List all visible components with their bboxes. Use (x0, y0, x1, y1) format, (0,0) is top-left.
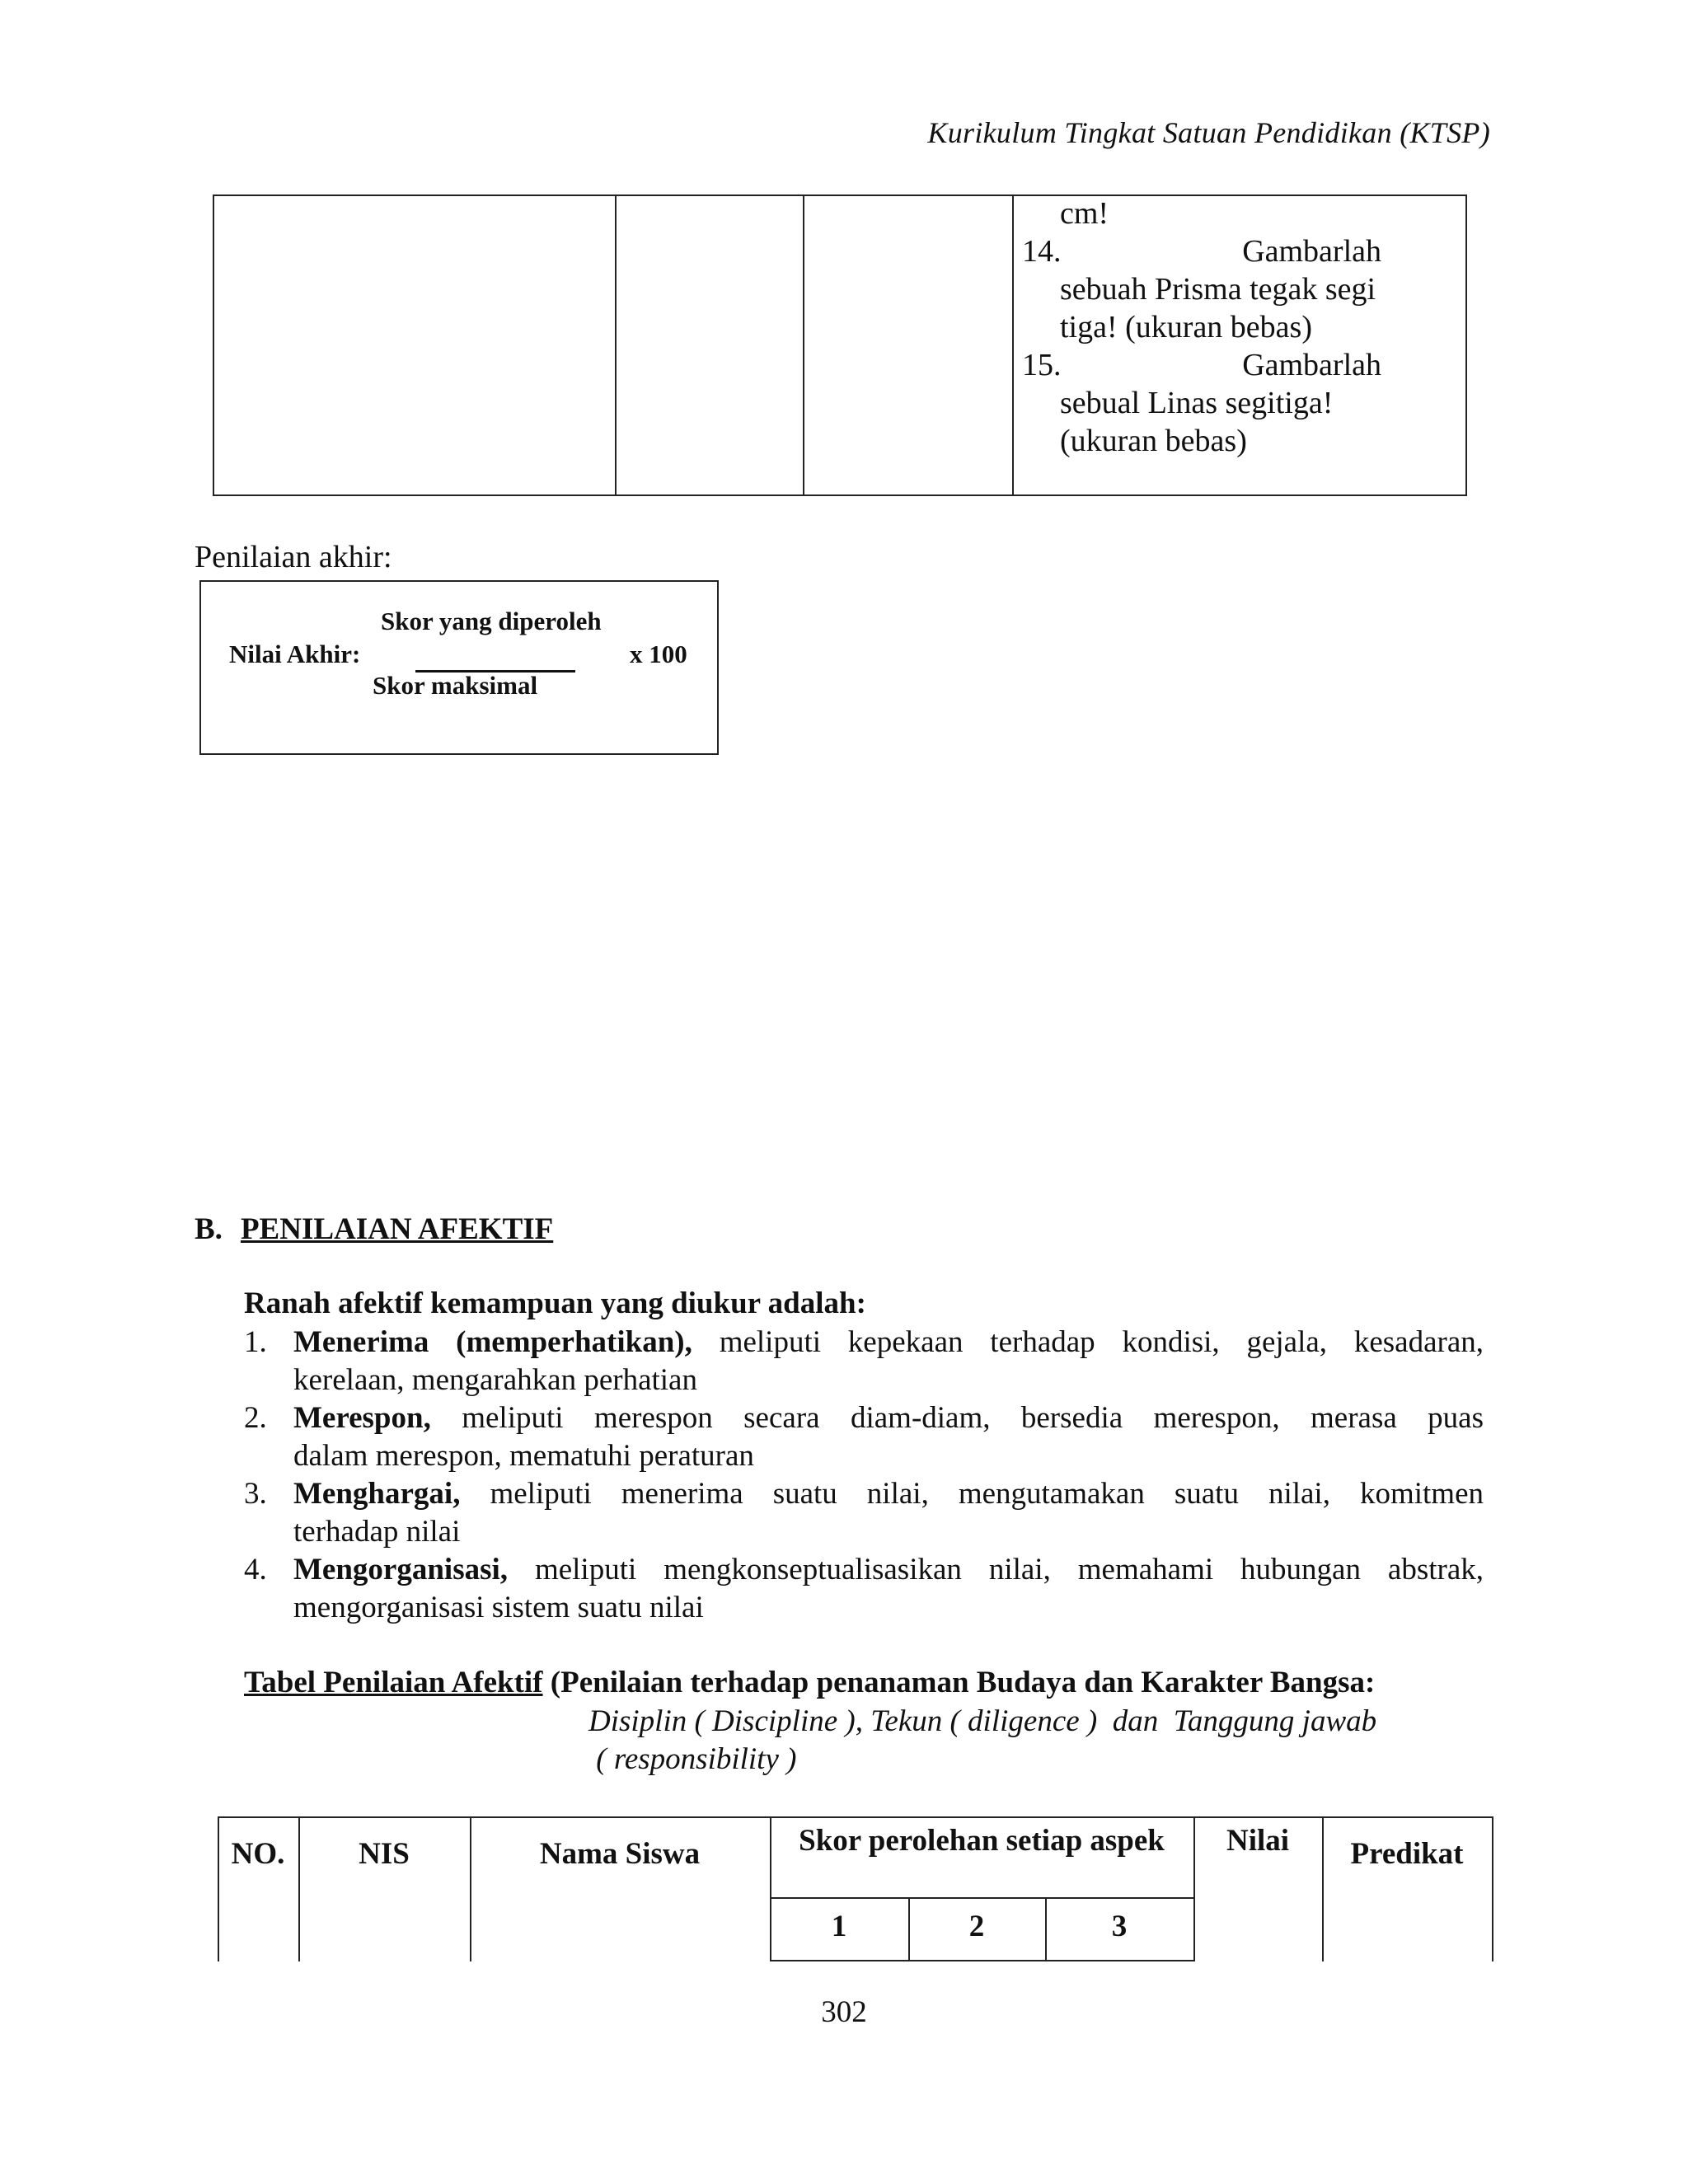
header-aspect-3: 3 (1111, 1910, 1128, 1943)
list-line (293, 1399, 1484, 1437)
page-number: 302 (821, 1995, 867, 2029)
list-text: meliputi mengkonseptualisasikan nilai, memahami hubungan abstrak, (508, 1553, 1484, 1586)
header-no: NO. (231, 1837, 285, 1871)
formula-multiplier: x 100 (630, 640, 687, 668)
tabel-title-underlined: Tabel Penilaian Afektif (244, 1666, 543, 1699)
cell-line: tiga! (ukuran bebas) (1060, 310, 1312, 344)
list-number: 4. (244, 1553, 267, 1586)
table-column-divider (803, 196, 804, 494)
cell-line: sebual Linas segitiga! (1060, 386, 1334, 420)
question-15 (1022, 346, 1451, 384)
section-heading: PENILAIAN AFEKTIF (240, 1212, 554, 1246)
table-row-divider (770, 1960, 1193, 1961)
table-column-divider (1492, 1816, 1493, 1961)
formula-box (199, 580, 719, 755)
header-nama-siswa: Nama Siswa (539, 1837, 701, 1871)
tabel-subtitle-line: ( responsibility ) (588, 1742, 797, 1776)
list-number: 3. (244, 1477, 267, 1511)
ranah-intro: Ranah afektif kemampuan yang diukur adalah: (244, 1286, 866, 1320)
header-nilai: Nilai (1226, 1824, 1290, 1858)
list-term: Merespon, (293, 1401, 431, 1435)
cell-line: sebuah Prisma tegak segi (1060, 272, 1376, 307)
header-predikat: Predikat (1350, 1837, 1464, 1871)
list-number: 2. (244, 1401, 267, 1435)
table-top-border (218, 1816, 1493, 1818)
list-line: mengorganisasi sistem suatu nilai (293, 1591, 704, 1624)
list-line: dalam merespon, mematuhi peraturan (293, 1439, 754, 1473)
tabel-subtitle-line: Disiplin ( Discipline ), Tekun ( diligence ) dan Tanggung jawab (588, 1704, 1377, 1738)
header-aspect-2: 2 (968, 1910, 985, 1943)
table-column-divider (1012, 196, 1014, 494)
formula-numerator: Skor yang diperoleh (381, 607, 602, 635)
header-skor-aspek: Skor perolehan setiap aspek (799, 1824, 1165, 1858)
tabel-title (244, 1665, 1375, 1700)
header-aspect-1: 1 (831, 1910, 847, 1943)
list-item (244, 1551, 1484, 1627)
section-letter: B. (195, 1212, 223, 1246)
affective-list (244, 1324, 1484, 1627)
list-line: terhadap nilai (293, 1515, 461, 1549)
table-column-divider (615, 196, 617, 494)
list-line (293, 1475, 1484, 1513)
list-line (293, 1324, 1484, 1361)
list-term: Menerima (memperhatikan), (293, 1325, 692, 1359)
question-number: 14. (1022, 234, 1062, 269)
penilaian-akhir-label: Penilaian akhir: (195, 540, 392, 574)
formula-denominator: Skor maksimal (373, 671, 538, 700)
question-cell (1022, 194, 1451, 460)
list-number: 1. (244, 1325, 267, 1359)
running-header: Kurikulum Tingkat Satuan Pendidikan (KTSP) (927, 116, 1490, 149)
list-item (244, 1475, 1484, 1551)
question-number: 15. (1022, 348, 1062, 382)
list-item (244, 1324, 1484, 1399)
list-term: Menghargai, (293, 1477, 461, 1511)
list-line: kerelaan, mengarahkan perhatian (293, 1363, 697, 1397)
list-text: meliputi merespon secara diam-diam, bersedia merespon, merasa puas (430, 1401, 1484, 1435)
question-verb: Gambarlah (1242, 348, 1381, 382)
list-text: meliputi menerima suatu nilai, mengutamakan suatu nilai, komitmen (460, 1477, 1484, 1511)
question-14 (1022, 232, 1451, 270)
list-item (244, 1399, 1484, 1475)
affective-table (218, 1816, 1493, 1961)
section-title (195, 1212, 553, 1247)
cell-line: cm! (1060, 196, 1109, 231)
list-term: Mengorganisasi, (293, 1553, 509, 1586)
cell-line: (ukuran bebas) (1060, 424, 1247, 458)
list-text: meliputi kepekaan terhadap kondisi, gejala, kesadaran, (692, 1325, 1484, 1359)
formula-lhs: Nilai Akhir: (229, 640, 361, 668)
tabel-subtitle (588, 1703, 1376, 1779)
table-row-divider (770, 1897, 1193, 1899)
question-verb: Gambarlah (1242, 234, 1381, 269)
list-line (293, 1551, 1484, 1589)
header-nis: NIS (359, 1837, 410, 1871)
tabel-title-rest: (Penilaian terhadap penanaman Budaya dan Karakter Bangsa: (542, 1666, 1376, 1699)
